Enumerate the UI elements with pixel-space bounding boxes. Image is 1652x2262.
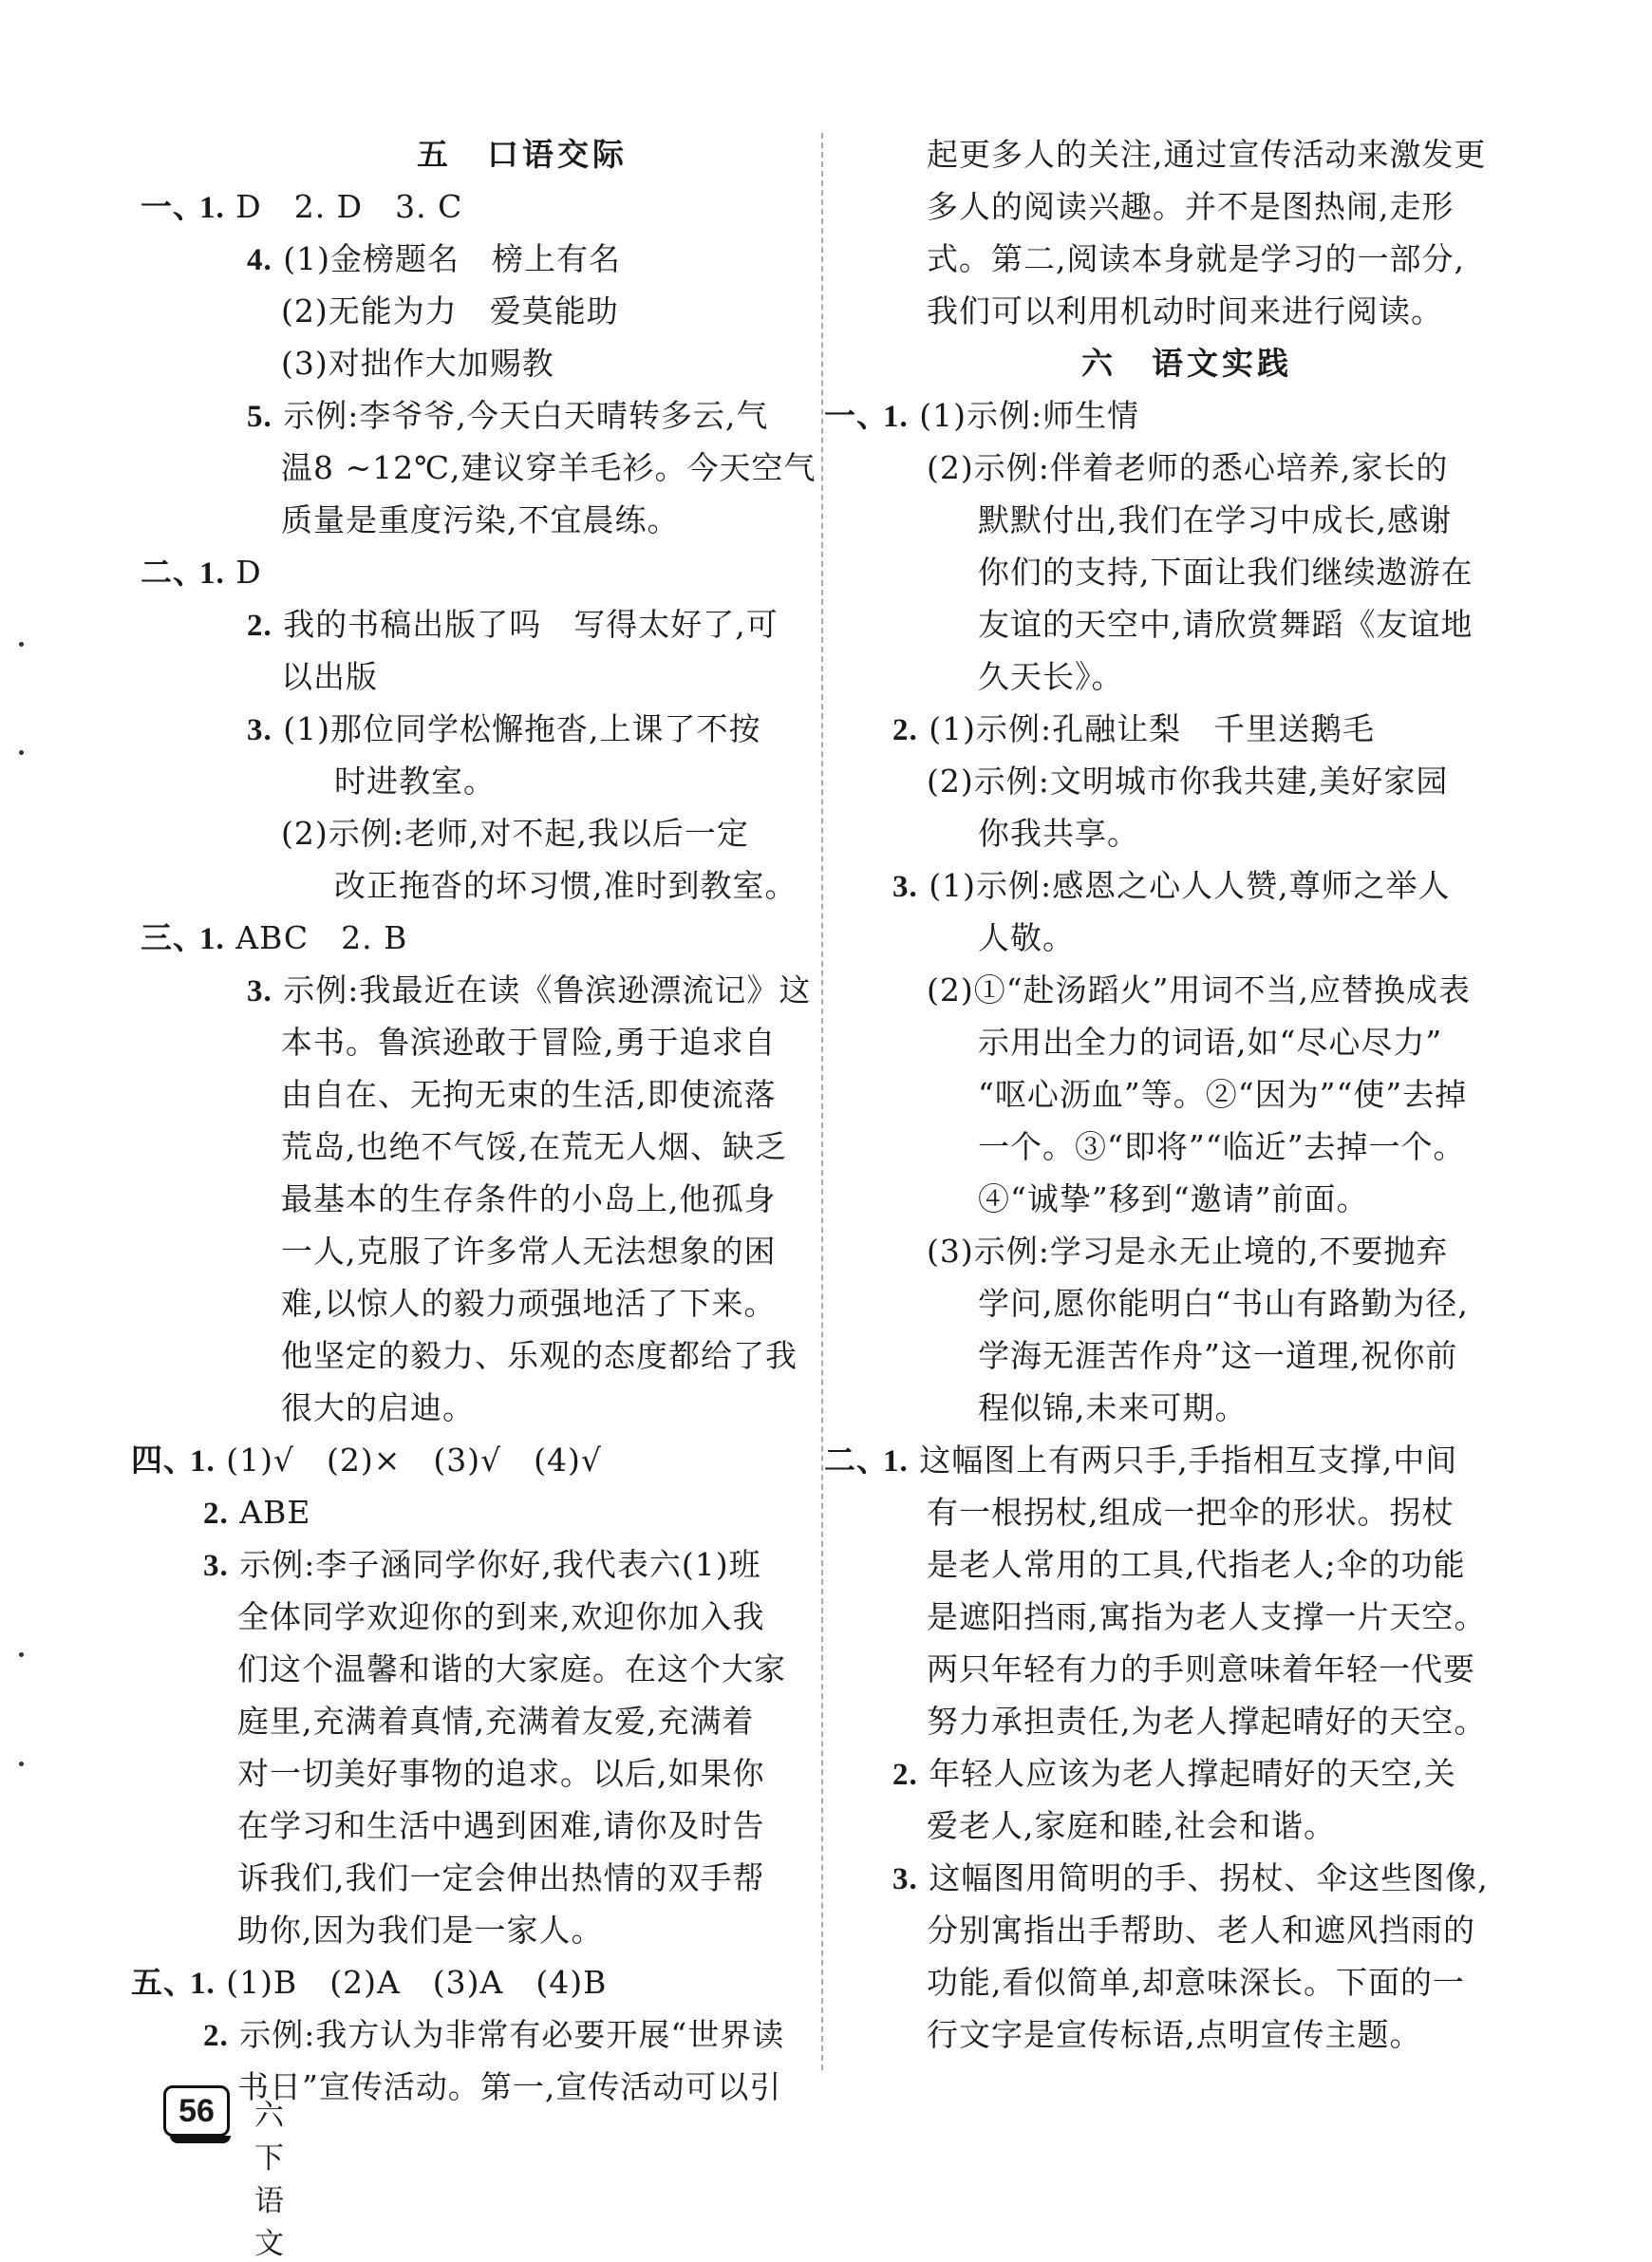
line-text: 质量是重度污染,不宜晨练。 (281, 501, 680, 538)
line-text: (2)①“赴汤蹈火”用词不当,应替换成表 (927, 971, 1471, 1008)
section-label: 二、 (824, 1442, 889, 1479)
text-line (131, 1434, 854, 1486)
text-line (824, 389, 1519, 442)
line-text: 多人的阅读兴趣。并不是图热闹,走形 (927, 188, 1455, 225)
text-line (854, 1956, 1519, 2008)
text-line (854, 1068, 1519, 1121)
text-line (854, 1016, 1519, 1068)
line-text: ABC 2. B (224, 919, 408, 956)
line-text: 分别寓指出手帮助、老人和遮风挡雨的 (927, 1912, 1475, 1949)
line-text: 诉我们,我们一定会伸出热情的双手帮 (237, 1859, 765, 1896)
line-text: D 2. D 3. C (224, 188, 463, 225)
column-divider (821, 133, 823, 2070)
line-text: 程似锦,未来可期。 (978, 1389, 1248, 1426)
text-line (190, 1329, 854, 1382)
text-line (854, 1277, 1519, 1329)
line-text: (1)示例:孔融让梨 千里送鹅毛 (917, 710, 1376, 747)
text-line (854, 2008, 1519, 2061)
text-line (854, 494, 1519, 546)
section-label: 一、 (141, 188, 205, 225)
line-text: “呕心沥血”等。②“因为”“使”去掉 (978, 1076, 1468, 1113)
line-text: 书日”宣传活动。第一,宣传活动可以引 (237, 2068, 782, 2105)
text-line (854, 1173, 1519, 1225)
text-line (854, 859, 1519, 912)
question-number: 3. (247, 974, 272, 1008)
line-text: 你们的支持,下面让我们继续遨游在 (978, 554, 1474, 591)
text-line (854, 1747, 1519, 1800)
line-text: 人敬。 (978, 919, 1075, 956)
question-number: 3. (892, 1862, 918, 1896)
line-text: 示例:李爷爷,今天白天晴转多云,气 (272, 397, 769, 434)
line-text: 功能,看似简单,却意味深长。下面的一 (927, 1964, 1465, 2001)
question-number: 3. (892, 870, 918, 904)
text-line (854, 546, 1519, 598)
line-text: 示例:我方认为非常有必要开展“世界读 (228, 2016, 785, 2053)
line-text: 最基本的生存条件的小岛上,他孤身 (281, 1180, 777, 1217)
line-text: 示例:我最近在读《鲁滨逊漂流记》这 (272, 971, 812, 1008)
text-line (854, 1852, 1519, 1904)
line-text: (1)B (2)A (3)A (4)B (215, 1964, 608, 2001)
line-text: (1)金榜题名 榜上有名 (272, 240, 621, 277)
text-line (854, 1486, 1519, 1538)
text-line (854, 912, 1519, 964)
line-text: 难,以惊人的毅力顽强地活了下来。 (281, 1285, 777, 1322)
line-text: 很大的启迪。 (281, 1389, 475, 1426)
text-line (854, 807, 1519, 859)
section-label: 二、 (141, 554, 205, 591)
text-line (141, 180, 854, 233)
text-line (854, 598, 1519, 650)
text-line (854, 1800, 1519, 1852)
question-number: 2. (892, 713, 918, 747)
text-line (190, 233, 854, 285)
text-line (190, 285, 854, 337)
text-line (854, 703, 1519, 755)
text-line (854, 1538, 1519, 1591)
line-text: (2)示例:文明城市你我共建,美好家园 (927, 763, 1449, 800)
text-line (190, 1173, 854, 1225)
line-text: (2)示例:伴着老师的悉心培养,家长的 (927, 449, 1449, 486)
line-text: (3)示例:学习是永无止境的,不要抛弃 (927, 1233, 1449, 1270)
question-number: 3. (247, 713, 272, 747)
question-number: 2. (203, 1497, 229, 1531)
line-text: 一个。③“即将”“临近”去掉一个。 (978, 1128, 1466, 1165)
text-line (190, 1068, 854, 1121)
text-line (190, 1538, 854, 1591)
text-line (190, 2008, 854, 2061)
text-line (190, 1016, 854, 1068)
text-line (190, 703, 854, 755)
text-line (190, 859, 854, 912)
page-number: 56 (163, 2085, 230, 2137)
question-number: 1. (883, 400, 909, 434)
line-text: 我们可以利用机动时间来进行阅读。 (927, 292, 1443, 330)
line-text: 是遮阳挡雨,寓指为老人支撑一片天空。 (927, 1598, 1487, 1635)
line-text: (1)示例:感恩之心人人赞,尊师之举人 (917, 867, 1451, 904)
line-text: (3)对拙作大加赐教 (281, 345, 554, 382)
line-text: 这幅图用简明的手、拐杖、伞这些图像, (917, 1859, 1489, 1896)
line-text: 荒岛,也绝不气馁,在荒无人烟、缺乏 (281, 1128, 787, 1165)
question-number: 3. (203, 1549, 229, 1583)
text-line (190, 1486, 854, 1538)
text-line (854, 1225, 1519, 1277)
section-label: 四、 (131, 1442, 196, 1479)
text-line (854, 1904, 1519, 1956)
line-text: 式。第二,阅读本身就是学习的一部分, (927, 240, 1465, 277)
line-text: 本书。鲁滨逊敢于冒险,勇于追求自 (281, 1024, 777, 1061)
line-text: 起更多人的关注,通过宣传活动来激发更 (927, 136, 1487, 173)
text-line (190, 1121, 854, 1173)
line-text: 学海无涯苦作舟”这一道理,祝你前 (978, 1337, 1458, 1374)
text-line (854, 128, 1519, 180)
section-heading (854, 337, 1519, 389)
book-title: 六下语文 (254, 2099, 288, 2261)
text-line (190, 1904, 854, 1956)
text-line (141, 912, 854, 964)
text-line (190, 494, 854, 546)
text-line (854, 1121, 1519, 1173)
question-number: 2. (892, 1758, 918, 1792)
line-text: 对一切美好事物的追求。以后,如果你 (237, 1755, 765, 1792)
margin-dot (19, 1652, 24, 1657)
line-text: 助你,因为我们是一家人。 (237, 1912, 604, 1949)
line-text: 示例:李子涵同学你好,我代表六(1)班 (228, 1546, 761, 1583)
line-text: 这幅图上有两只手,手指相互支撑,中间 (908, 1442, 1458, 1479)
section-label: 五、 (131, 1964, 196, 2001)
text-line (131, 1956, 854, 2008)
line-text: 五 口语交际 (417, 136, 628, 173)
line-text: 友谊的天空中,请欣赏舞蹈《友谊地 (978, 606, 1474, 643)
line-text: (2)示例:老师,对不起,我以后一定 (281, 815, 749, 852)
text-line (190, 1277, 854, 1329)
text-line (190, 1800, 854, 1852)
text-line (190, 1695, 854, 1747)
question-number: 5. (247, 400, 272, 434)
section-label: 一、 (824, 397, 889, 434)
question-number: 4. (247, 243, 272, 277)
text-line (854, 650, 1519, 703)
line-text: 久天长》。 (978, 658, 1124, 695)
text-line (141, 546, 854, 598)
line-text: (1)示例:师生情 (908, 397, 1140, 434)
line-text: 六 语文实践 (1081, 345, 1292, 382)
text-line (854, 964, 1519, 1016)
text-line (190, 964, 854, 1016)
line-text: 行文字是宣传标语,点明宣传主题。 (927, 2016, 1422, 2053)
question-number: 1. (199, 191, 225, 225)
text-line (854, 180, 1519, 233)
line-text: (1)那位同学松懈拖沓,上课了不按 (272, 710, 761, 747)
question-number: 2. (203, 2019, 229, 2053)
section-label: 三、 (141, 919, 205, 956)
margin-dot (19, 750, 24, 755)
line-text: (2)无能为力 爱莫能助 (281, 292, 619, 330)
line-text: 在学习和生活中遇到困难,请你及时告 (237, 1807, 765, 1844)
line-text: 努力承担责任,为老人撑起晴好的天空。 (927, 1703, 1487, 1740)
line-text: 时进教室。 (334, 763, 496, 800)
line-text: 他坚定的毅力、乐观的态度都给了我 (281, 1337, 798, 1374)
line-text: 以出版 (281, 658, 378, 695)
text-line (854, 285, 1519, 337)
line-text: 两只年轻有力的手则意味着年轻一代要 (927, 1650, 1475, 1687)
line-text: ABE (228, 1494, 311, 1531)
text-line (190, 1747, 854, 1800)
text-line (190, 389, 854, 442)
line-text: 年轻人应该为老人撑起晴好的天空,关 (917, 1755, 1456, 1792)
line-text: 改正拖沓的坏习惯,准时到教室。 (334, 867, 798, 904)
text-line (824, 1434, 1519, 1486)
question-number: 1. (190, 1967, 216, 2001)
line-text: 一人,克服了许多常人无法想象的困 (281, 1233, 777, 1270)
right-column (824, 128, 1519, 2061)
line-text: 学问,愿你能明白“书山有路勤为径, (978, 1285, 1469, 1322)
line-text: 由自在、无拘无束的生活,即使流落 (281, 1076, 777, 1113)
line-text: 我的书稿出版了吗 写得太好了,可 (272, 606, 779, 643)
line-text: 爱老人,家庭和睦,社会和谐。 (927, 1807, 1336, 1844)
question-number: 1. (199, 922, 225, 956)
margin-dot (19, 1762, 24, 1766)
question-number: 1. (190, 1444, 216, 1479)
text-line (854, 233, 1519, 285)
line-text: 全体同学欢迎你的到来,欢迎你加入我 (237, 1598, 765, 1635)
text-line (190, 807, 854, 859)
text-line (190, 1225, 854, 1277)
question-number: 1. (883, 1444, 909, 1479)
line-text: 庭里,充满着真情,充满着友爱,充满着 (237, 1703, 755, 1740)
text-line (854, 442, 1519, 494)
line-text: 示用出全力的词语,如“尽心尽力” (978, 1024, 1443, 1061)
text-line (190, 1382, 854, 1434)
line-text: 是老人常用的工具,代指老人;伞的功能 (927, 1546, 1466, 1583)
line-text: 默默付出,我们在学习中成长,感谢 (978, 501, 1452, 538)
text-line (190, 1852, 854, 1904)
line-text: 你我共享。 (978, 815, 1139, 852)
line-text: 温8 ~12℃,建议穿羊毛衫。今天空气 (281, 449, 817, 486)
text-line (190, 755, 854, 807)
line-text: 有一根拐杖,组成一把伞的形状。拐杖 (927, 1494, 1455, 1531)
text-line (854, 1591, 1519, 1643)
section-heading (190, 128, 854, 180)
text-line (854, 1643, 1519, 1695)
line-text: 们这个温馨和谐的大家庭。在这个大家 (237, 1650, 786, 1687)
margin-dot (19, 642, 24, 647)
question-number: 2. (247, 609, 272, 643)
line-text: D (224, 554, 262, 591)
line-text: ④“诚挚”移到“邀请”前面。 (978, 1180, 1369, 1217)
text-line (190, 2061, 854, 2113)
text-line (854, 1695, 1519, 1747)
text-line (854, 755, 1519, 807)
line-text: (1)√ (2)× (3)√ (4)√ (215, 1442, 602, 1479)
text-line (190, 1643, 854, 1695)
text-line (190, 337, 854, 389)
text-line (190, 442, 854, 494)
question-number: 1. (199, 556, 225, 591)
text-line (854, 1382, 1519, 1434)
text-line (190, 598, 854, 650)
text-line (190, 1591, 854, 1643)
text-line (190, 650, 854, 703)
text-line (854, 1329, 1519, 1382)
